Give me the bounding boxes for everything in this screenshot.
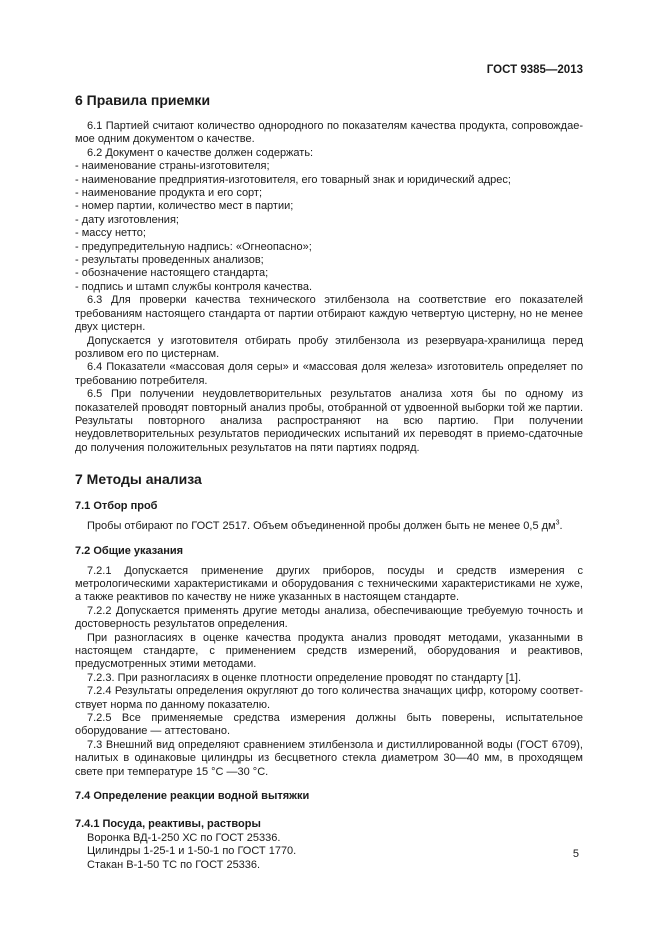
paragraph-6-4: 6.4 Показатели «массовая доля серы» и «массовая доля железа» изготовитель определяет по требованию потребителя. (75, 361, 583, 387)
paragraph-7-2-5: 7.2.5 Все применяемые средства измерения должны быть поверены, испытательное оборудование — аттестовано. (75, 712, 583, 738)
equipment-item: Воронка ВД-1-250 ХС по ГОСТ 25336. (87, 832, 281, 845)
paragraph-6-3: 6.3 Для проверки качества технического этилбензола на соответствие его показателей требованиям настоящего стандарта от партии отбирают каждую четвертую цистерну, но не менее двух цистерн. (75, 294, 583, 334)
list-item: - наименование страны-изготовителя; (75, 160, 270, 173)
list-item: - дату изготовления; (75, 213, 179, 226)
subsection-7-1-title: 7.1 Отбор проб (75, 500, 158, 513)
paragraph-7-2-2-note: При разногласиях в оценке качества продукта анализ проводят методами, указанными в настоящем стандарте, с применением средств измерений, оборудования и реактивов, предусмотренных этими методами. (75, 631, 583, 671)
subsection-7-4-1-title: 7.4.1 Посуда, реактивы, растворы (75, 818, 261, 831)
list-item: - предупредительную надпись: «Огнеопасно»; (75, 240, 312, 253)
paragraph-7-2-1: 7.2.1 Допускается применение других приборов, посуды и средств измерения с метрологическими характеристиками и оборудования с техническими характеристиками не хуже, а также реактивов по качеству не ниже указанных в настоящем стандарте. (75, 564, 583, 604)
subsection-7-2-title: 7.2 Общие указания (75, 544, 184, 557)
paragraph-6-3-note: Допускается у изготовителя отбирать пробу этилбензола из резервуара-хранилища перед розливом его по цистернам. (75, 334, 583, 360)
list-item: - наименование предприятия-изготовителя, его товарный знак и юридический адрес; (75, 173, 511, 186)
list-item: - подпись и штамп службы контроля качества. (75, 280, 313, 293)
paragraph-7-2-2: 7.2.2 Допускается применять другие методы анализа, обеспечивающие требуемую точность и достоверность результатов определения. (75, 604, 583, 631)
list-item: - номер партии, количество мест в партии; (75, 200, 294, 213)
paragraph-6-2: 6.2 Документ о качестве должен содержать: (87, 146, 314, 159)
section-7-title: 7 Методы анализа (75, 471, 202, 488)
list-item: - обозначение настоящего стандарта; (75, 267, 269, 280)
section-6-title: 6 Правила приемки (75, 92, 211, 108)
equipment-item: Цилиндры 1-25-1 и 1-50-1 по ГОСТ 1770. (87, 845, 297, 858)
paragraph-7-2-4: 7.2.4 Результаты определения округляют до того количества значащих цифр, которому соответствует норма по данному показателю. (75, 685, 583, 711)
equipment-item: Стакан В-1-50 ТС по ГОСТ 25336. (87, 858, 261, 871)
paragraph-6-5: 6.5 При получении неудовлетворительных результатов анализа хотя бы по одному из показателей проводят повторный анализ пробы, отобранной от удвоенной выборки той же партии. Результаты повторного анализа распространяют на всю партию. При получении неудовлетворительных результатов периодических испытаний их переводят в приемо-сдаточные до получения положительных результатов на пяти партиях подряд. (75, 388, 583, 454)
page-number: 5 (572, 848, 579, 860)
list-item: - результаты проведенных анализов; (75, 254, 264, 267)
standard-code: ГОСТ 9385—2013 (486, 64, 583, 76)
paragraph-7-3: 7.3 Внешний вид определяют сравнением этилбензола и дистиллированной воды (ГОСТ 6709), налитых в одинаковые цилиндры из бесцветного стекла диаметром 30—40 мм, в проходящем свете при температуре 15 °С —30 °С. (75, 738, 583, 778)
list-item: - наименование продукта и его сорт; (75, 187, 263, 200)
subsection-7-4-title: 7.4 Определение реакции водной вытяжки (75, 790, 310, 803)
list-item: - массу нетто; (75, 227, 146, 240)
document-body (75, 92, 583, 872)
paragraph-6-1: 6.1 Партией считают количество однородного по показателям качества продукта, сопровождаемое одним документом о качестве. (75, 120, 583, 146)
paragraph-7-2-3: 7.2.3. При разногласиях в оценке плотности определение проводят по стандарту [1]. (87, 671, 522, 684)
paragraph-7-1: Пробы отбирают по ГОСТ 2517. Объем объединенной пробы должен быть не менее 0,5 $дм^3$. (87, 519, 563, 533)
